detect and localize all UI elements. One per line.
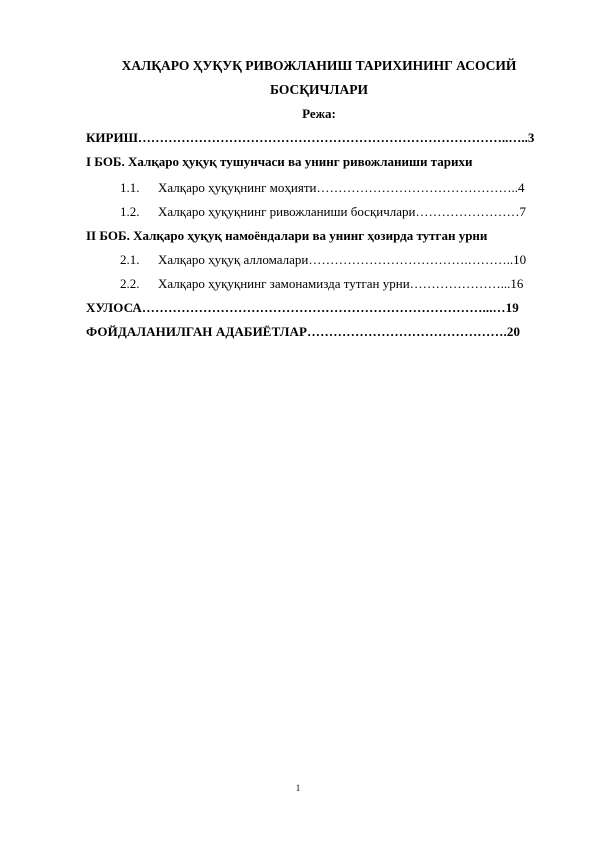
toc-entry-section-2-1 [120, 252, 552, 268]
toc-entry-conclusion: ХУЛОСА……………………………………………………………………...…19 [86, 300, 519, 315]
document-title-line-1: ХАЛҚАРО ҲУҚУҚ РИВОЖЛАНИШ ТАРИХИНИНГ АСОСИЙ [121, 58, 517, 73]
toc-entry-intro: КИРИШ…………………………………………………………………………..…..3 [86, 130, 535, 145]
toc-section-number: 1.1. [120, 180, 140, 195]
toc-entry-chapter-2: II БОБ. Халқаро ҳуқуқ намоёндалари ва унинг ҳозирда тутган урни [86, 228, 488, 243]
toc-section-number: 1.2. [120, 204, 140, 219]
plan-heading: Режа: [302, 106, 336, 121]
toc-section-number: 2.1. [120, 252, 140, 267]
document-title-line-2: БОСҚИЧЛАРИ [269, 82, 368, 97]
toc-entry-section-1-1 [120, 180, 552, 196]
toc-section-text: Халқаро ҳуқуқнинг моҳияти………………………………………..4 [158, 180, 525, 195]
toc-section-text: Халқаро ҳуқуқ алломалари……………………………….………..10 [158, 252, 527, 267]
toc-entry-chapter-1: I БОБ. Халқаро ҳуқуқ тушунчаси ва унинг ривожланиши тарихи [86, 154, 473, 169]
toc-section-number: 2.2. [120, 276, 140, 291]
page-number: 1 [295, 783, 301, 793]
toc-section-text: Халқаро ҳуқуқнинг ривожланиши босқичлари……………………7 [158, 204, 526, 219]
toc-section-text: Халқаро ҳуқуқнинг замонамизда тутган урни…………………...16 [158, 276, 524, 291]
toc-entry-section-2-2 [120, 276, 552, 292]
toc-entry-references: ФОЙДАЛАНИЛГАН АДАБИЁТЛАР……………………………………….20 [86, 324, 521, 339]
toc-entry-section-1-2 [120, 204, 552, 220]
